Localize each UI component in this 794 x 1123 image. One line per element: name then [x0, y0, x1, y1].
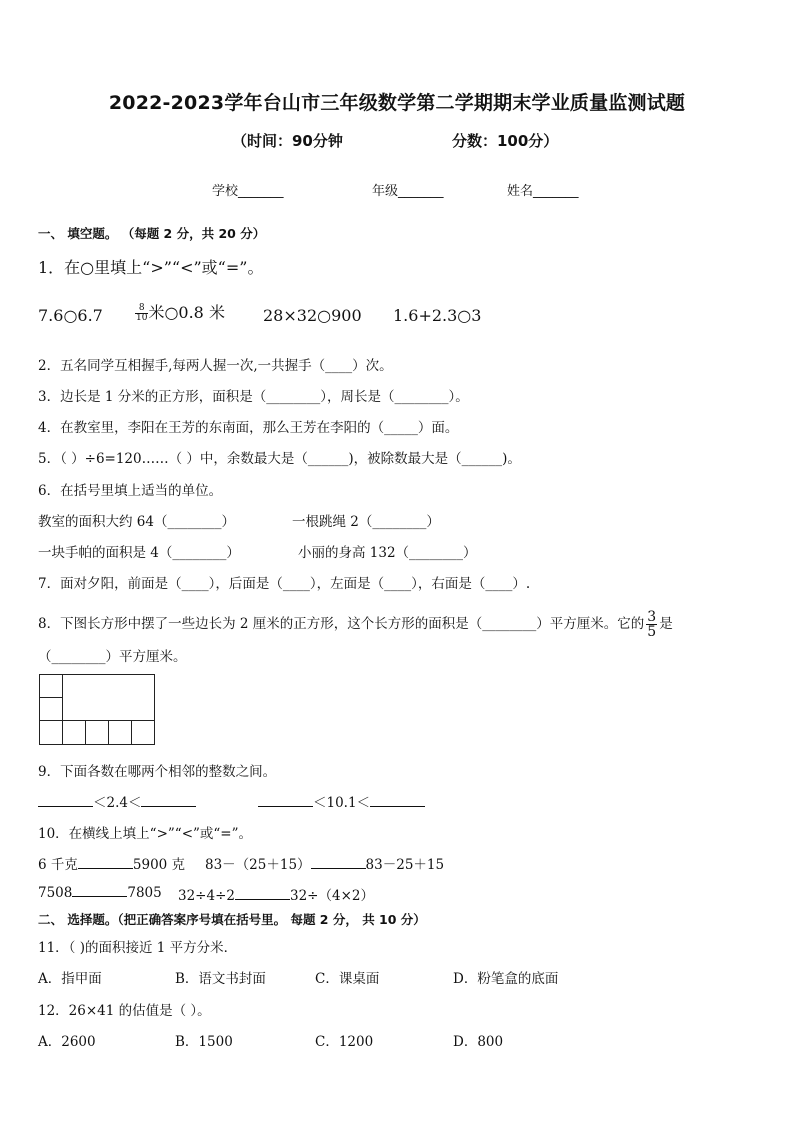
q6-item-c: 一块手帕的面积是 4（________）: [38, 545, 240, 561]
exam-time: （时间：90分钟: [232, 132, 343, 150]
answer-blank[interactable]: [38, 794, 93, 807]
question-9: 9．下面各数在哪两个相邻的整数之间。: [38, 764, 277, 780]
question-1: 1．在○里填上“>”“<”或“=”。: [38, 258, 264, 277]
q1-fraction-numerator: 8: [135, 304, 148, 314]
q10-c-right: 7805: [127, 885, 162, 901]
section-2-heading: 二、 选择题。（把正确答案序号填在括号里。 每题 2 分， 共 10 分）: [38, 912, 426, 927]
answer-blank[interactable]: [311, 856, 366, 869]
q9-b-text: ＜10.1＜: [313, 795, 371, 811]
q10-a-left: 6 千克: [38, 857, 78, 873]
question-12: 12．26×41 的估值是（ ）。: [38, 1003, 211, 1019]
square-cell: [39, 674, 63, 698]
q1-item-3: 28×32○900: [263, 306, 362, 325]
q10-b-left: 83－（25＋15）: [205, 857, 311, 873]
q8-fraction-numerator: 3: [647, 609, 657, 625]
q12-option-a: A．2600: [38, 1034, 96, 1050]
q8-line-2: （________）平方厘米。: [38, 649, 187, 665]
q1-item-2: [135, 300, 225, 323]
square-cell: [108, 720, 132, 745]
q12-option-c: C．1200: [315, 1034, 374, 1050]
grade-field: 年级_______: [372, 184, 444, 199]
question-2: 2．五名同学互相握手,每两人握一次,一共握手（____）次。: [38, 358, 393, 374]
question-7: 7．面对夕阳，前面是（____），后面是（____），左面是（____），右面是（____）.: [38, 576, 531, 592]
square-cell: [85, 720, 109, 745]
question-10: 10．在横线上填上“>”“<”或“=”。: [38, 826, 253, 842]
q8-fraction: [646, 610, 657, 639]
q9-a-text: ＜2.4＜: [93, 795, 142, 811]
q10-item-c: [38, 884, 162, 901]
square-cell: [39, 720, 63, 745]
q6-item-a: 教室的面积大约 64（________）: [38, 514, 235, 530]
section-1-heading: 一、 填空题。 （每题 2 分，共 20 分）: [38, 226, 266, 241]
square-cell: [131, 720, 155, 745]
answer-blank[interactable]: [141, 794, 196, 807]
question-11: 11．（ )的面积接近 1 平方分米．: [38, 940, 238, 956]
q1-fraction: [135, 304, 148, 323]
q10-a-right: 5900 克: [132, 857, 186, 873]
name-field: 姓名_______: [507, 184, 579, 199]
question-4: 4．在教室里，李阳在王芳的东南面，那么王芳在李阳的（_____）面。: [38, 420, 459, 436]
q8-fraction-denominator: 5: [647, 624, 657, 640]
answer-blank[interactable]: [235, 887, 290, 900]
q11-option-b: B．语文书封面: [175, 971, 266, 987]
q10-d-right: 32÷（4×2）: [289, 888, 374, 904]
q10-item-a: [38, 853, 185, 873]
q1-fraction-denominator: 10: [136, 313, 148, 323]
q12-option-b: B．1500: [175, 1034, 233, 1050]
q10-c-left: 7508: [38, 885, 73, 901]
q8-text: 8．下图长方形中摆了一些边长为 2 厘米的正方形，这个长方形的面积是（________）平方厘米。它的: [38, 616, 645, 632]
exam-score: 分数：100分）: [452, 132, 559, 150]
q8-tail: 是: [659, 616, 673, 632]
school-field: 学校_______: [212, 184, 284, 199]
question-6: 6．在括号里填上适当的单位。: [38, 483, 223, 499]
q1-item-1: 7.6○6.7: [38, 306, 103, 325]
answer-blank[interactable]: [258, 794, 313, 807]
q10-d-left: 32÷4÷2: [178, 888, 235, 904]
rectangle-figure: [39, 674, 155, 745]
square-cell: [39, 697, 63, 721]
answer-blank[interactable]: [72, 884, 127, 897]
q1-item-2-text: 米○0.8 米: [148, 303, 225, 322]
q1-item-4: 1.6+2.3○3: [393, 306, 482, 325]
question-3: 3．边长是 1 分米的正方形，面积是（________），周长是（________）。: [38, 389, 469, 405]
q11-option-c: C．课桌面: [315, 971, 380, 987]
square-cell: [62, 720, 86, 745]
page-title: 2022-2023学年台山市三年级数学第二学期期末学业质量监测试题: [108, 92, 686, 114]
q11-option-d: D．粉笔盒的底面: [453, 971, 559, 987]
answer-blank[interactable]: [78, 856, 133, 869]
q6-item-b: 一根跳绳 2（________）: [292, 514, 440, 530]
question-5: 5．（ ）÷6=120……（ ）中，余数最大是（______)，被除数最大是（______)。: [38, 451, 521, 467]
q11-option-a: A．指甲面: [38, 971, 102, 987]
q10-item-d: [178, 884, 374, 904]
answer-blank[interactable]: [370, 794, 425, 807]
q6-item-d: 小丽的身高 132（________）: [298, 545, 477, 561]
q9-item-a: [38, 791, 196, 811]
q12-option-d: D．800: [453, 1034, 504, 1050]
q9-item-b: [258, 791, 425, 811]
question-8: [38, 610, 673, 639]
q10-item-b: [205, 853, 444, 873]
q10-b-right: 83－25＋15: [365, 857, 445, 873]
